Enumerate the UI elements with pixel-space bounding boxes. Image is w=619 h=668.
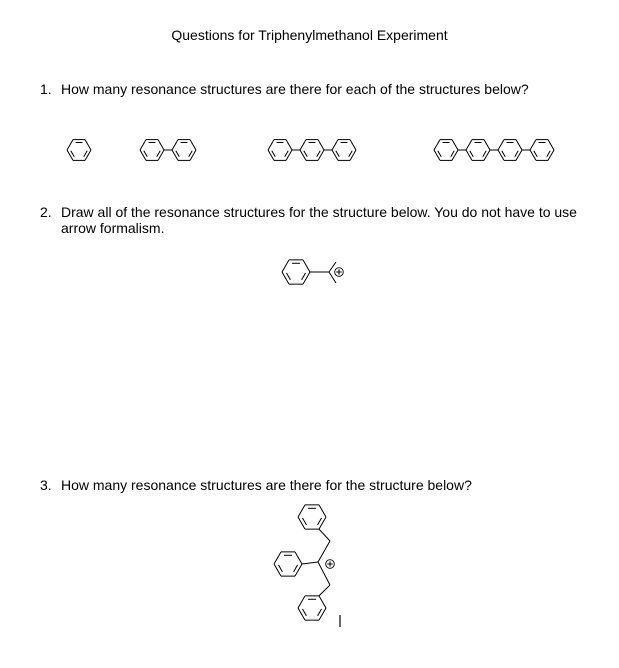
ch2-bond (318, 541, 330, 562)
double-bond (483, 151, 486, 157)
ring-bond (268, 140, 274, 150)
question-2-number: 2. (40, 204, 52, 220)
double-bond (189, 151, 192, 157)
ring-bond (286, 150, 292, 160)
double-bond (302, 518, 306, 525)
double-bond (157, 151, 160, 157)
ring-bond (140, 140, 146, 150)
benzene-ring (172, 140, 196, 161)
benzene-ring (332, 140, 356, 161)
benzyl-bond (319, 529, 330, 541)
ring-bond (158, 140, 164, 150)
ring-bond (332, 140, 338, 150)
double-bond (317, 151, 320, 157)
double-bond (278, 565, 282, 572)
ring-bond (516, 150, 522, 160)
benzene-structure (67, 140, 91, 161)
ring-bond (332, 150, 338, 160)
benzene-ring (282, 260, 310, 284)
ring-bond (466, 140, 472, 150)
ring-bond (434, 150, 440, 160)
tribenzyl-carbocation-structure (274, 505, 330, 620)
ring-bond (172, 150, 178, 160)
ring-bond (295, 552, 302, 564)
double-bond (451, 151, 454, 157)
ring-bond (548, 140, 554, 150)
double-bond (534, 151, 537, 157)
ring-bond (319, 517, 326, 529)
double-bond (176, 151, 179, 157)
double-bond (71, 151, 74, 157)
ring-bond (282, 260, 289, 272)
double-bond (294, 565, 298, 572)
ring-bond (530, 140, 536, 150)
ring-bond (274, 552, 281, 564)
ring-bond (190, 150, 196, 160)
benzyl-bond (319, 585, 330, 596)
ring-bond (298, 517, 305, 529)
biphenyl-structure (140, 140, 196, 161)
positive-charge-symbol (335, 268, 344, 277)
ring-bond (319, 608, 326, 620)
double-bond (84, 151, 87, 157)
ring-bond (548, 150, 554, 160)
ring-bond (298, 505, 305, 517)
benzene-ring (300, 140, 324, 161)
phenyl-carbocation-structure (282, 260, 336, 284)
positive-charge-symbol-q3 (326, 560, 335, 569)
ring-bond (350, 140, 356, 150)
question-1-number: 1. (40, 81, 52, 97)
ring-bond (303, 260, 310, 272)
ring-bond (452, 140, 458, 150)
double-bond (304, 151, 307, 157)
double-bond (285, 151, 288, 157)
double-bond (547, 151, 550, 157)
benzene-ring (530, 140, 554, 161)
double-bond (144, 151, 147, 157)
ring-bond (85, 150, 91, 160)
ring-bond (298, 596, 305, 608)
double-bond (286, 273, 290, 280)
double-bond (318, 518, 322, 525)
benzene-ring (274, 552, 302, 576)
ring-bond (140, 150, 146, 160)
ring-bond (516, 140, 522, 150)
benzene-ring (466, 140, 490, 161)
double-bond (349, 151, 352, 157)
ring-bond (282, 272, 289, 284)
benzene-ring (298, 596, 326, 620)
ring-bond (67, 150, 73, 160)
ring-bond (319, 596, 326, 608)
benzene-ring (67, 140, 91, 161)
ring-bond (274, 564, 281, 576)
question-2-text: Draw all of the resonance structures for the structure below. You do not have to use arrow formalism. (61, 204, 577, 236)
question-1-text: How many resonance structures are there for each of the structures below? (61, 81, 529, 97)
ring-bond (67, 140, 73, 150)
double-bond (438, 151, 441, 157)
ring-bond (498, 140, 504, 150)
benzene-ring (268, 140, 292, 161)
ring-bond (300, 150, 306, 160)
double-bond (272, 151, 275, 157)
double-bond (470, 151, 473, 157)
question-3-number: 3. (40, 477, 52, 493)
double-bond (318, 609, 322, 616)
ring-bond (434, 140, 440, 150)
ring-bond (498, 150, 504, 160)
benzene-ring (298, 505, 326, 529)
ring-bond (303, 272, 310, 284)
ring-bond (452, 150, 458, 160)
phenyl-bond (302, 562, 318, 564)
ring-bond (530, 150, 536, 160)
ring-bond (484, 150, 490, 160)
ring-bond (85, 140, 91, 150)
ring-bond (190, 140, 196, 150)
ring-bond (286, 140, 292, 150)
double-bond (502, 151, 505, 157)
ring-bond (350, 150, 356, 160)
double-bond (515, 151, 518, 157)
ring-bond (300, 140, 306, 150)
ring-bond (172, 140, 178, 150)
double-bond (336, 151, 339, 157)
ring-bond (295, 564, 302, 576)
quaterphenyl-structure (434, 140, 554, 161)
double-bond (302, 273, 306, 280)
terphenyl-structure (268, 140, 356, 161)
ring-bond (318, 140, 324, 150)
document-title: Questions for Triphenylmethanol Experiment (171, 27, 448, 43)
ring-bond (466, 150, 472, 160)
double-bond (302, 609, 306, 616)
benzene-ring (140, 140, 164, 161)
ring-bond (158, 150, 164, 160)
ring-bond (268, 150, 274, 160)
ring-bond (298, 608, 305, 620)
benzene-ring (434, 140, 458, 161)
ring-bond (318, 150, 324, 160)
question-3-text: How many resonance structures are there for the structure below? (61, 477, 472, 493)
ring-bond (484, 140, 490, 150)
benzene-ring (498, 140, 522, 161)
ring-bond (319, 505, 326, 517)
